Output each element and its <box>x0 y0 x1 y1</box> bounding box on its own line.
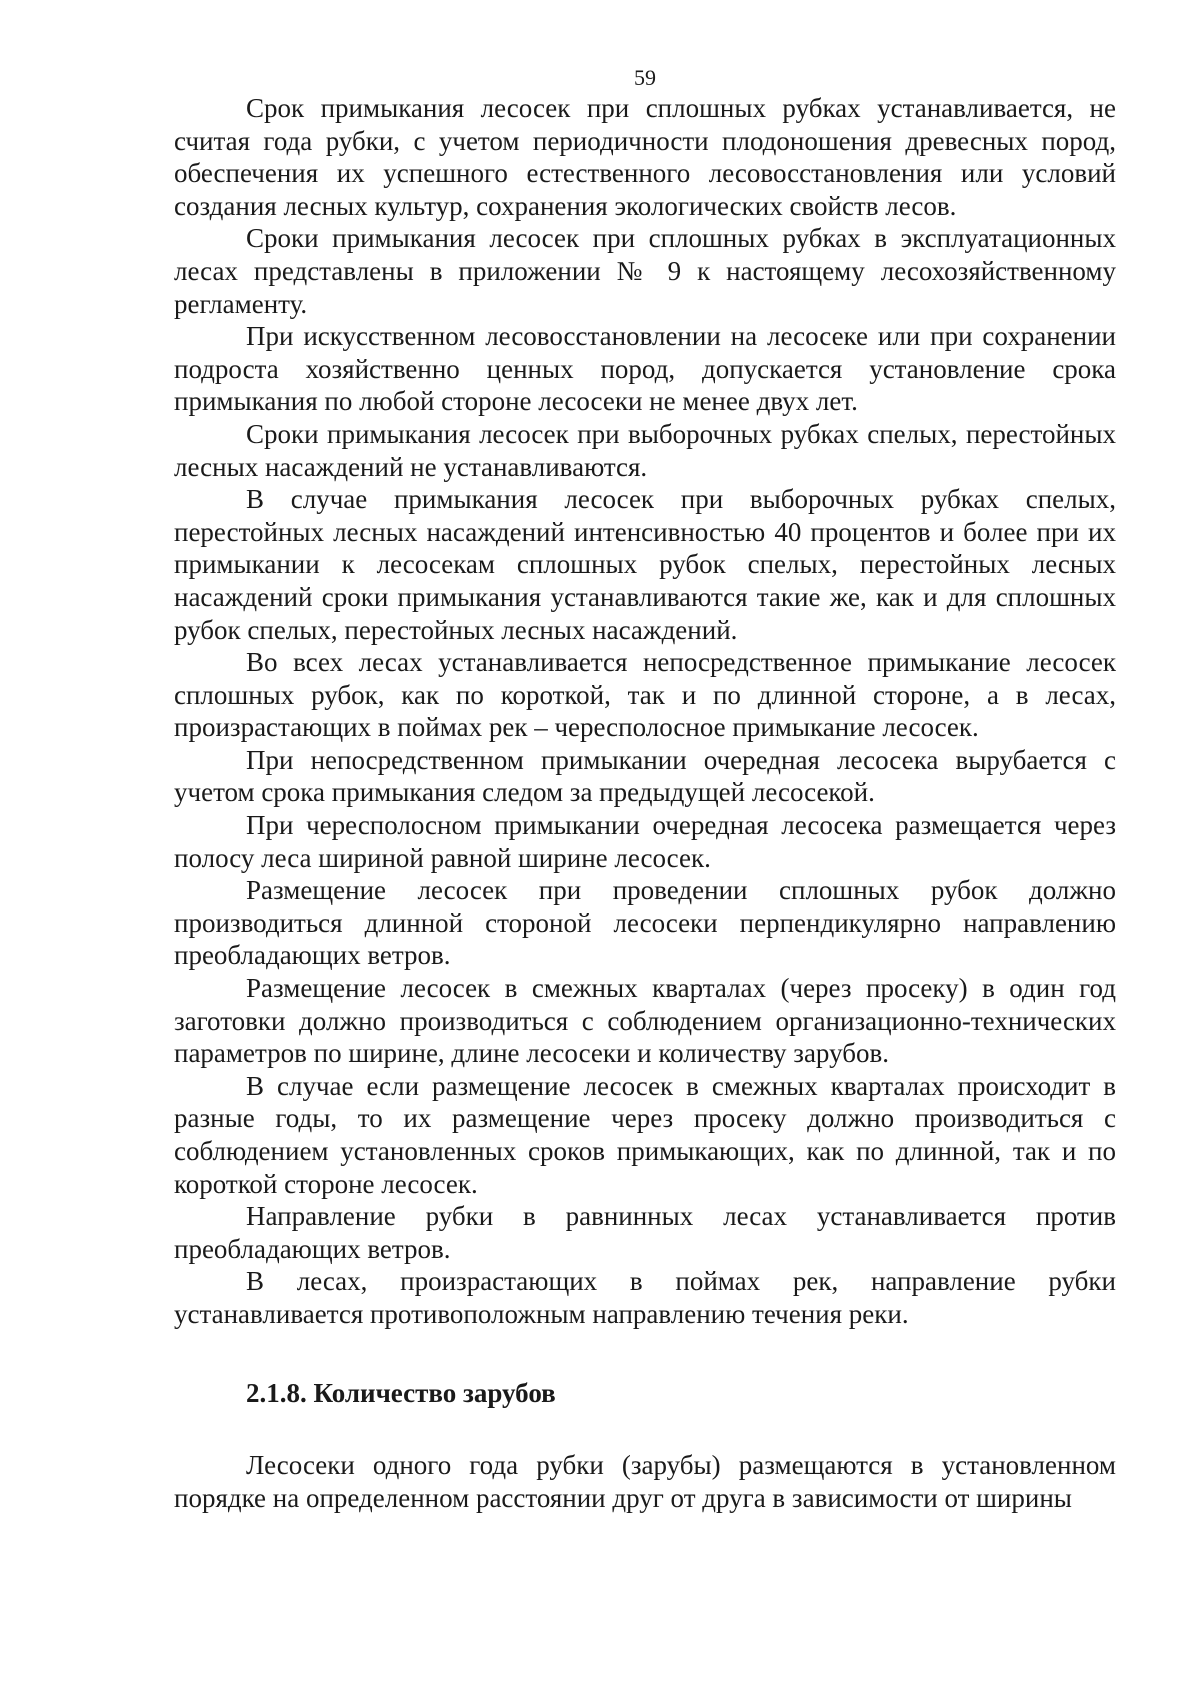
section-paragraph-1: Лесосеки одного года рубки (зарубы) размещаются в установленном порядке на определенном расстоянии друг от друга в зависимости от ширины <box>174 1450 1116 1513</box>
page-number: 59 <box>634 65 656 90</box>
paragraph-2: Сроки примыкания лесосек при сплошных рубках в эксплуатационных лесах представлены в приложении № 9 к настоящему лесохозяйственному регламенту. <box>174 223 1116 319</box>
paragraph-3: При искусственном лесовосстановлении на лесосеке или при сохранении подроста хозяйственно ценных пород, допускается установление срока примыкания по любой стороне лесосеки не менее двух лет. <box>174 321 1116 417</box>
paragraph-10: Размещение лесосек в смежных кварталах (через просеку) в один год заготовки должно производиться с соблюдением организационно-технических параметров по ширине, длине лесосеки и количеству зарубов. <box>174 973 1116 1069</box>
paragraph-9: Размещение лесосек при проведении сплошных рубок должно производиться длинной стороной лесосеки перпендикулярно направлению преобладающих ветров. <box>174 875 1116 971</box>
paragraph-12: Направление рубки в равнинных лесах устанавливается против преобладающих ветров. <box>174 1201 1116 1264</box>
paragraph-1: Срок примыкания лесосек при сплошных рубках устанавливается, не считая года рубки, с учетом периодичности плодоношения древесных пород, обеспечения их успешного естественного лесовосстановления или условий создания лесных культур, сохранения экологических свойств лесов. <box>174 93 1116 221</box>
paragraph-8: При чересполосном примыкании очередная лесосека размещается через полосу леса шириной равной ширине лесосек. <box>174 810 1116 873</box>
paragraph-11: В случае если размещение лесосек в смежных кварталах происходит в разные годы, то их размещение через просеку должно производиться с соблюдением установленных сроков примыкающих, как по длинной, так и по короткой стороне лесосек. <box>174 1070 1116 1199</box>
paragraph-4: Сроки примыкания лесосек при выборочных рубках спелых, перестойных лесных насаждений не устанавливаются. <box>174 418 1116 482</box>
paragraph-7: При непосредственном примыкании очередная лесосека вырубается с учетом срока примыкания следом за предыдущей лесосекой. <box>174 744 1116 808</box>
paragraph-13: В лесах, произрастающих в поймах рек, направление рубки устанавливается противоположным направлению течения реки. <box>174 1266 1116 1329</box>
document-page <box>174 66 1116 1514</box>
paragraph-6: Во всех лесах устанавливается непосредственное примыкание лесосек сплошных рубок, как по короткой, так и по длинной стороне, а в лесах, произрастающих в поймах рек – чересполосное примыкание лесосек. <box>174 647 1116 743</box>
section-heading: 2.1.8. Количество зарубов <box>246 1377 556 1408</box>
paragraph-5: В случае примыкания лесосек при выборочных рубках спелых, перестойных лесных насаждений интенсивностью 40 процентов и более при их примыкании к лесосекам сплошных рубок спелых, перестойных лесных насаждений сроки примыкания устанавливаются такие же, как и для сплошных рубок спелых, перестойных лесных насаждений. <box>174 484 1116 645</box>
